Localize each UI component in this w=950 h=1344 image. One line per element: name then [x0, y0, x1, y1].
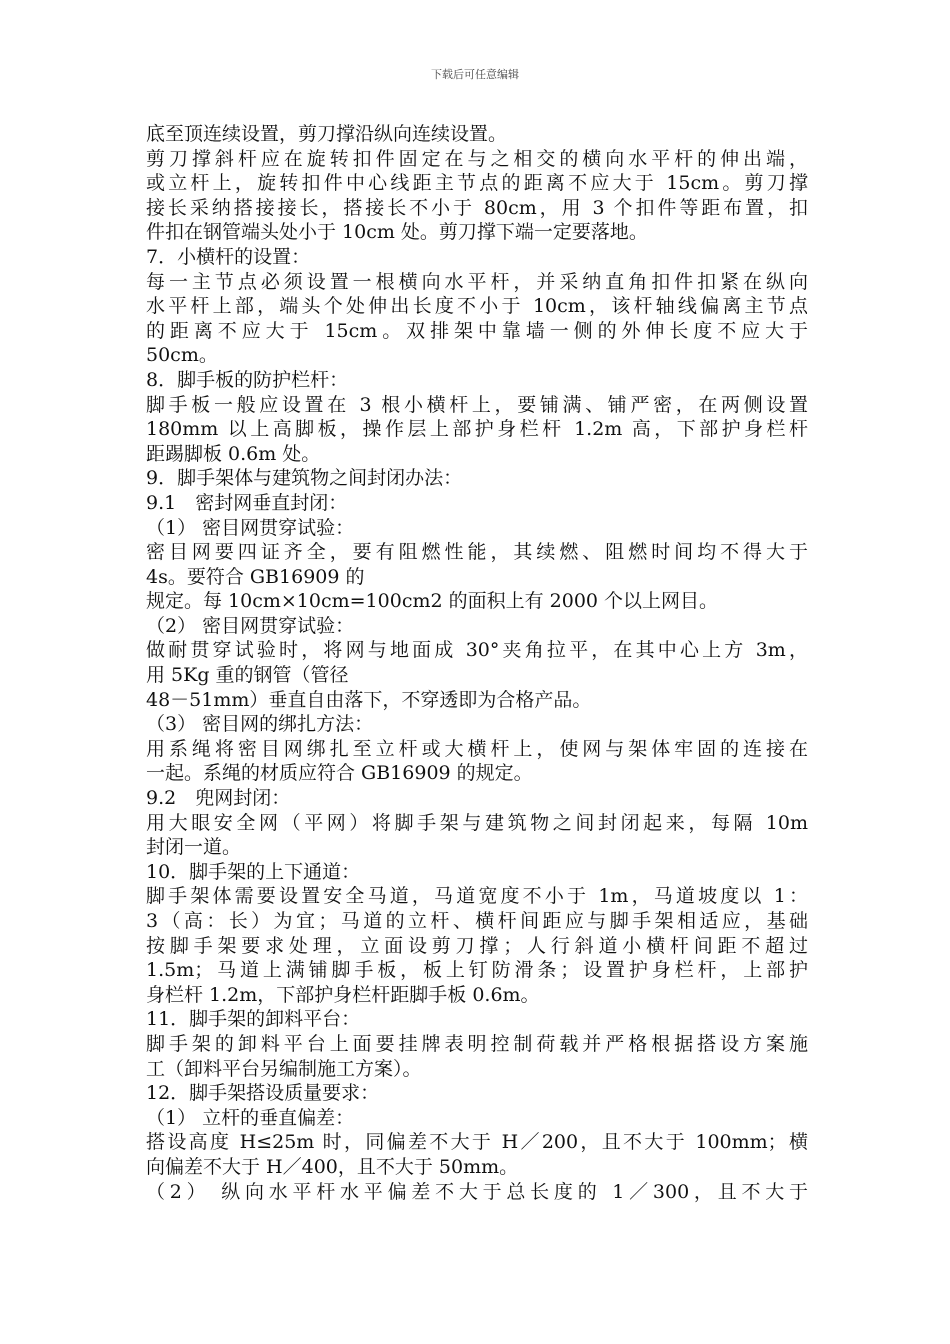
- text-line: 脚手架的卸料平台上面要挂牌表明控制荷载并严格根据搭设方案施: [146, 1032, 808, 1055]
- text-line: 4s。要符合 GB16909 的: [146, 565, 365, 588]
- text-line: 水平杆上部，端头个处伸出长度不小于 10cm，该杆轴线偏离主节点: [146, 295, 808, 318]
- text-line: 身栏杆 1.2m，下部护身栏杆距脚手板 0.6m。: [146, 983, 540, 1006]
- text-line: 1.5m；马道上满铺脚手板，板上钉防滑条；设置护身栏杆，上部护: [146, 959, 808, 982]
- text-line: 9.2 兜网封闭：: [146, 787, 291, 810]
- text-line: 规定。每 10cm×10cm=100cm2 的面积上有 2000 个以上网目。: [146, 590, 719, 613]
- text-line: 50cm。: [146, 344, 218, 367]
- text-line: 工（卸料平台另编制施工方案）。: [146, 1057, 422, 1080]
- text-line: 剪刀撑斜杆应在旋转扣件固定在与之相交的横向水平杆的伸出端，: [146, 147, 808, 170]
- text-line: 距踢脚板 0.6m 处。: [146, 442, 321, 465]
- text-line: 密目网要四证齐全，要有阻燃性能，其续燃、阻燃时间均不得大于: [146, 541, 808, 564]
- text-line: 7．小横杆的设置：: [146, 245, 311, 268]
- text-line: 做耐贯穿试验时，将网与地面成 30°夹角拉平，在其中心上方 3m，: [146, 639, 808, 662]
- text-line: （1） 密目网贯穿试验：: [146, 516, 355, 539]
- text-line: 11．脚手架的卸料平台：: [146, 1008, 361, 1031]
- text-line: 底至顶连续设置，剪刀撑沿纵向连续设置。: [146, 123, 508, 145]
- text-line: 件扣在钢管端头处小于 10cm 处。剪刀撑下端一定要落地。: [146, 221, 648, 244]
- text-line: （2） 密目网贯穿试验：: [146, 614, 355, 637]
- text-line: （3） 密目网的绑扎方法：: [146, 713, 374, 736]
- text-line: 封闭一道。: [146, 836, 242, 859]
- text-line: 12．脚手架搭设质量要求：: [146, 1082, 380, 1105]
- text-line: 接长采纳搭接接长，搭接长不小于 80cm，用 3 个扣件等距布置，扣: [146, 196, 808, 219]
- page-header: 下载后可任意编辑: [431, 68, 519, 81]
- text-line: 的距离不应大于 15cm。双排架中靠墙一侧的外伸长度不应大于: [146, 319, 808, 342]
- text-line: （1） 立杆的垂直偏差：: [146, 1106, 355, 1129]
- text-line: 脚手板一般应设置在 3 根小横杆上，要铺满、铺严密，在两侧设置: [146, 393, 808, 416]
- text-line: 搭设高度 H≤25m 时，同偏差不大于 H／200，且不大于 100mm；横: [146, 1131, 808, 1154]
- text-line: 9．脚手架体与建筑物之间封闭办法：: [146, 467, 463, 490]
- text-line: 8．脚手板的防护栏杆：: [146, 368, 349, 391]
- text-line: 3（高：长）为宜；马道的立杆、横杆间距应与脚手架相适应，基础: [146, 910, 808, 932]
- text-line: 向偏差不大于 H／400，且不大于 50mm。: [146, 1155, 519, 1178]
- text-line: 每一主节点必须设置一根横向水平杆，并采纳直角扣件扣紧在纵向: [146, 270, 808, 293]
- text-line: 用大眼安全网（平网）将脚手架与建筑物之间封闭起来，每隔 10m: [146, 811, 808, 834]
- text-line: 180mm 以上高脚板，操作层上部护身栏杆 1.2m 高，下部护身栏杆: [146, 418, 808, 441]
- text-line: 用系绳将密目网绑扎至立杆或大横杆上，使网与架体牢固的连接在: [146, 737, 808, 760]
- text-line: 48－51mm）垂直自由落下，不穿透即为合格产品。: [146, 688, 592, 711]
- text-line: 一起。系绳的材质应符合 GB16909 的规定。: [146, 762, 533, 785]
- text-line: 脚手架体需要设置安全马道，马道宽度不小于 1m，马道坡度以 1：: [146, 885, 808, 908]
- text-line: 或立杆上，旋转扣件中心线距主节点的距离不应大于 15cm。剪刀撑: [146, 172, 808, 195]
- text-line: 按脚手架要求处理，立面设剪刀撑；人行斜道小横杆间距不超过: [146, 934, 808, 957]
- text-line: 9.1 密封网垂直封闭：: [146, 491, 348, 514]
- text-line: 用 5Kg 重的钢管（管径: [146, 664, 349, 687]
- text-line: （2） 纵向水平杆水平偏差不大于总长度的 1／300，且不大于: [146, 1180, 808, 1203]
- document-body: [146, 122, 808, 1204]
- text-line: 10．脚手架的上下通道：: [146, 860, 361, 883]
